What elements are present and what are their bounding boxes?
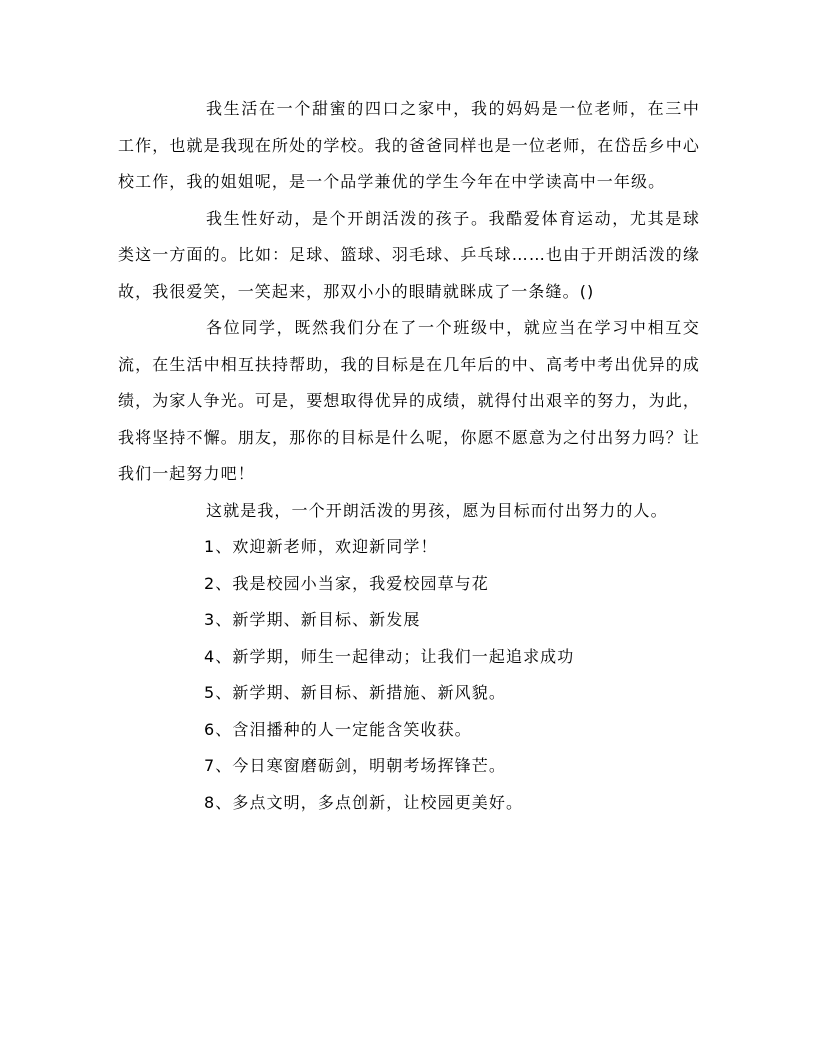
list-item: 4、新学期，师生一起律动；让我们一起追求成功 [204, 646, 575, 666]
paragraph-family: 我生活在一个甜蜜的四口之家中，我的妈妈是一位老师，在三中工作，也就是我现在所处的学校。我的爸爸同样也是一位老师，在岱岳乡中心校工作，我的姐姐呢，是一个品学兼优的学生今年在中学读高中一年级。 [118, 99, 700, 191]
list-item: 3、新学期、新目标、新发展 [204, 610, 421, 629]
paragraph-goals: 各位同学，既然我们分在了一个班级中，就应当在学习中相互交流，在生活中相互扶持帮助，我的目标是在几年后的中、高考中考出优异的成绩，为家人争光。可是，要想取得优异的成绩，就得付出艰辛的努力，为此，我将坚持不懈。朋友，那你的目标是什么呢，你愿不愿意为之付出努力吗？让我们一起努力吧！ [118, 318, 700, 483]
list-item: 7、今日寒窗磨砺剑，明朝考场挥锋芒。 [204, 756, 506, 775]
slogan-list [118, 529, 700, 821]
document-body [118, 91, 700, 821]
list-item: 2、我是校园小当家，我爱校园草与花 [204, 573, 489, 593]
list-item: 6、含泪播种的人一定能含笑收获。 [204, 719, 472, 739]
list-item: 8、多点文明，多点创新，让校园更美好。 [204, 792, 524, 812]
paragraph-conclusion: 这就是我，一个开朗活泼的男孩，愿为目标而付出努力的人。 [206, 500, 668, 520]
paragraph-personality: 我生性好动，是个开朗活泼的孩子。我酷爱体育运动，尤其是球类这一方面的。比如：足球、篮球、羽毛球、乒乓球……也由于开朗活泼的缘故，我很爱笑，一笑起来，那双小小的眼睛就眯成了一条缝。() [118, 208, 700, 301]
list-item: 1、欢迎新老师，欢迎新同学！ [204, 537, 438, 556]
list-item: 5、新学期、新目标、新措施、新风貌。 [204, 683, 506, 702]
